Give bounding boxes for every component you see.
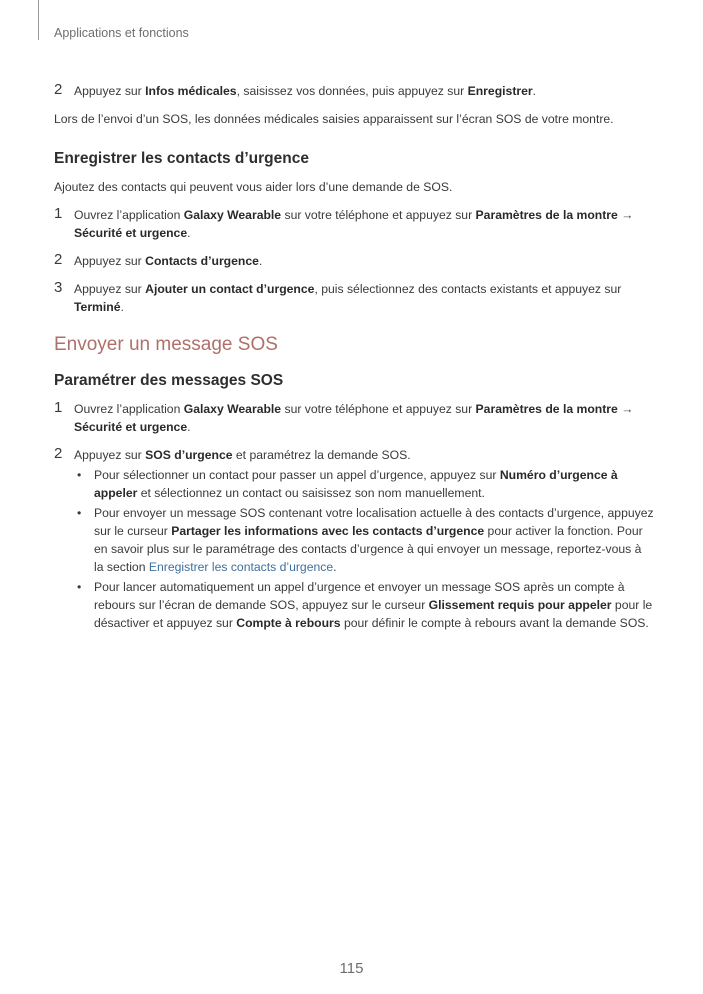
ui-term-countdown: Compte à rebours: [236, 616, 341, 630]
ui-term-watch-settings: Paramètres de la montre: [475, 208, 618, 222]
sos-step-2: 2 Appuyez sur SOS d’urgence et paramétrez la demande SOS.: [54, 445, 411, 462]
sos-note: Lors de l’envoi d’un SOS, les données médicales saisies apparaissent sur l’écran SOS de votre montre.: [54, 112, 614, 126]
step-number: 2: [54, 81, 63, 98]
section-title-sos: Envoyer un message SOS: [54, 334, 278, 355]
ui-term-safety-emergency: Sécurité et urgence: [74, 226, 188, 240]
step-number: 2: [54, 445, 63, 462]
arrow-right-icon: →: [617, 208, 634, 222]
list-item: • Pour sélectionner un contact pour passer un appel d’urgence, appuyez sur Numéro d’urgence à appeler et sélectionnez un contact ou saisissez son nom manuellement.: [77, 468, 618, 500]
step-infos-medicales: 2 Appuyez sur Infos médicales, saisissez vos données, puis appuyez sur Enregistrer.: [54, 81, 537, 98]
page-number: 115: [339, 960, 364, 977]
step-number: 2: [54, 251, 63, 268]
bullet-icon: •: [77, 506, 82, 520]
heading-sos-settings: Paramétrer des messages SOS: [54, 372, 284, 389]
ui-term-infos-medicales: Infos médicales: [145, 84, 237, 98]
section-link-emergency-contacts[interactable]: Enregistrer les contacts d’urgence: [148, 560, 334, 574]
header-divider: [38, 0, 39, 40]
running-header: Applications et fonctions: [54, 26, 189, 40]
bullet-icon: •: [77, 468, 82, 482]
page-content: [54, 82, 654, 634]
ui-term-enregistrer: Enregistrer: [467, 84, 533, 98]
contacts-step-3: 3 Appuyez sur Ajouter un contact d’urgence, puis sélectionnez des contacts existants et appuyez sur Terminé.: [54, 279, 622, 314]
list-item: • Pour envoyer un message SOS contenant votre localisation actuelle à des contacts d’urgence, appuyez sur le curseur Partager les informations avec les contacts d’urgence pour activer la fonction. Pour en savoir plus sur le paramétrage des contacts d’urgence à qui envoyer un message, reportez-vous à la section Enregistrer les contacts d’urgence.: [77, 506, 654, 574]
ui-term-galaxy-wearable: Galaxy Wearable: [183, 402, 282, 416]
step-number: 1: [54, 399, 63, 416]
arrow-right-icon: →: [617, 402, 634, 416]
bullet-icon: •: [77, 580, 82, 594]
ui-term-swipe-to-call: Glissement requis pour appeler: [428, 598, 612, 612]
ui-term-emergency-number: Numéro d’urgence à appeler: [94, 468, 618, 500]
sos-options-list: [54, 466, 654, 632]
ui-term-safety-emergency: Sécurité et urgence: [74, 420, 188, 434]
contacts-step-2: 2 Appuyez sur Contacts d’urgence.: [54, 251, 263, 268]
step-number: 3: [54, 279, 63, 296]
step-number: 1: [54, 205, 63, 222]
ui-term-done: Terminé: [74, 300, 121, 314]
contacts-step-1: 1 Ouvrez l’application Galaxy Wearable sur votre téléphone et appuyez sur Paramètres de la montre → Sécurité et urgence.: [54, 205, 634, 240]
ui-term-emergency-sos: SOS d’urgence: [145, 448, 233, 462]
list-item: • Pour lancer automatiquement un appel d’urgence et envoyer un message SOS après un compte à rebours sur l’écran de demande SOS, appuyez sur le curseur Glissement requis pour appeler pour le désactiver et appuyez sur Compte à rebours pour définir le compte à rebours avant la demande SOS.: [77, 580, 653, 630]
ui-term-share-info: Partager les informations avec les contacts d’urgence: [171, 524, 485, 538]
sos-step-1: 1 Ouvrez l’application Galaxy Wearable sur votre téléphone et appuyez sur Paramètres de la montre → Sécurité et urgence.: [54, 399, 634, 434]
ui-term-emergency-contacts: Contacts d’urgence: [145, 254, 259, 268]
contacts-intro: Ajoutez des contacts qui peuvent vous aider lors d’une demande de SOS.: [54, 180, 453, 194]
ui-term-galaxy-wearable: Galaxy Wearable: [183, 208, 282, 222]
ui-term-watch-settings: Paramètres de la montre: [475, 402, 618, 416]
heading-emergency-contacts: Enregistrer les contacts d’urgence: [54, 150, 309, 167]
ui-term-add-emergency-contact: Ajouter un contact d’urgence: [145, 282, 315, 296]
